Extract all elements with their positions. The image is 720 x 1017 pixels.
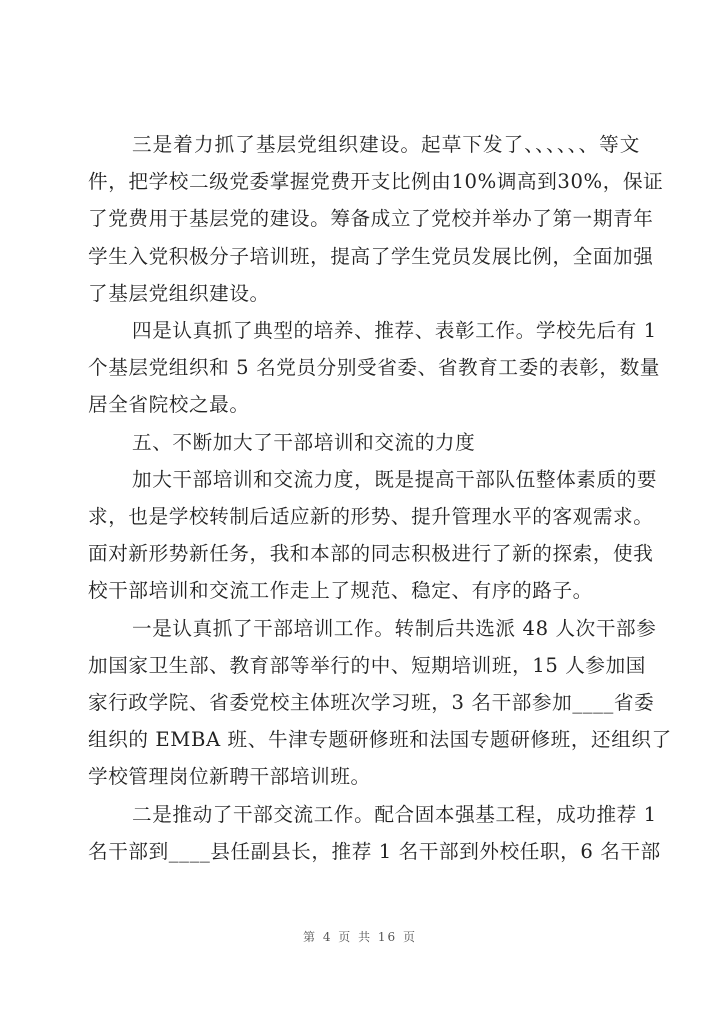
text-line: 四是认真抓了典型的培养、推荐、表彰工作。学校先后有 1 <box>132 319 657 343</box>
text-line: 加大干部培训和交流力度，既是提高干部队伍整体素质的要 <box>132 467 658 491</box>
text-line: 加国家卫生部、教育部等举行的中、短期培训班，15 人参加国 <box>88 653 646 677</box>
text-line: 二是推动了干部交流工作。配合固本强基工程，成功推荐 1 <box>132 802 657 826</box>
page-footer: 第 4 页 共 16 页 <box>303 930 417 944</box>
paragraph-cadre-exchange <box>88 796 661 870</box>
paragraph-cadre-training <box>88 610 672 796</box>
text-line: 件，把学校二级党委掌握党费开支比例由10%调高到30%，保证 <box>88 170 664 194</box>
text-line: 组织的 EMBA 班、牛津专题研修班和法国专题研修班，还组织了 <box>88 728 672 752</box>
text-line: 学生入党积极分子培训班，提高了学生党员发展比例，全面加强 <box>88 244 654 268</box>
text-line: 三是着力抓了基层党组织建设。起草下发了、、、、、、等文 <box>132 133 640 156</box>
paragraph-commendation <box>88 312 660 424</box>
text-line: 一是认真抓了干部培训工作。转制后共选派 48 人次干部参 <box>132 616 657 640</box>
section-heading <box>88 424 640 461</box>
section-heading-text: 五、不断加大了干部培训和交流的力度 <box>132 430 476 454</box>
text-line: 校干部培训和交流工作走上了规范、稳定、有序的路子。 <box>88 579 593 603</box>
text-line: 个基层党组织和 5 名党员分别受省委、省教育工委的表彰，数量 <box>88 356 660 380</box>
paragraph-training-intro <box>88 461 658 610</box>
text-line: 名干部到____县任副县长，推荐 1 名干部到外校任职，6 名干部 <box>88 839 661 863</box>
text-line: 面对新形势新任务，我和本部的同志积极进行了新的探索，使我 <box>88 542 654 566</box>
text-line: 家行政学院、省委党校主体班次学习班，3 名干部参加____省委 <box>88 691 655 715</box>
text-line: 了党费用于基层党的建设。筹备成立了党校并举办了第一期青年 <box>88 207 654 231</box>
text-line: 了基层党组织建设。 <box>88 281 270 305</box>
text-line: 求，也是学校转制后适应新的形势、提升管理水平的客观需求。 <box>88 505 654 529</box>
text-line: 居全省院校之最。 <box>88 393 250 417</box>
paragraph-party-organization <box>88 126 664 312</box>
text-line: 学校管理岗位新聘干部培训班。 <box>88 765 371 789</box>
document-body <box>88 126 672 870</box>
